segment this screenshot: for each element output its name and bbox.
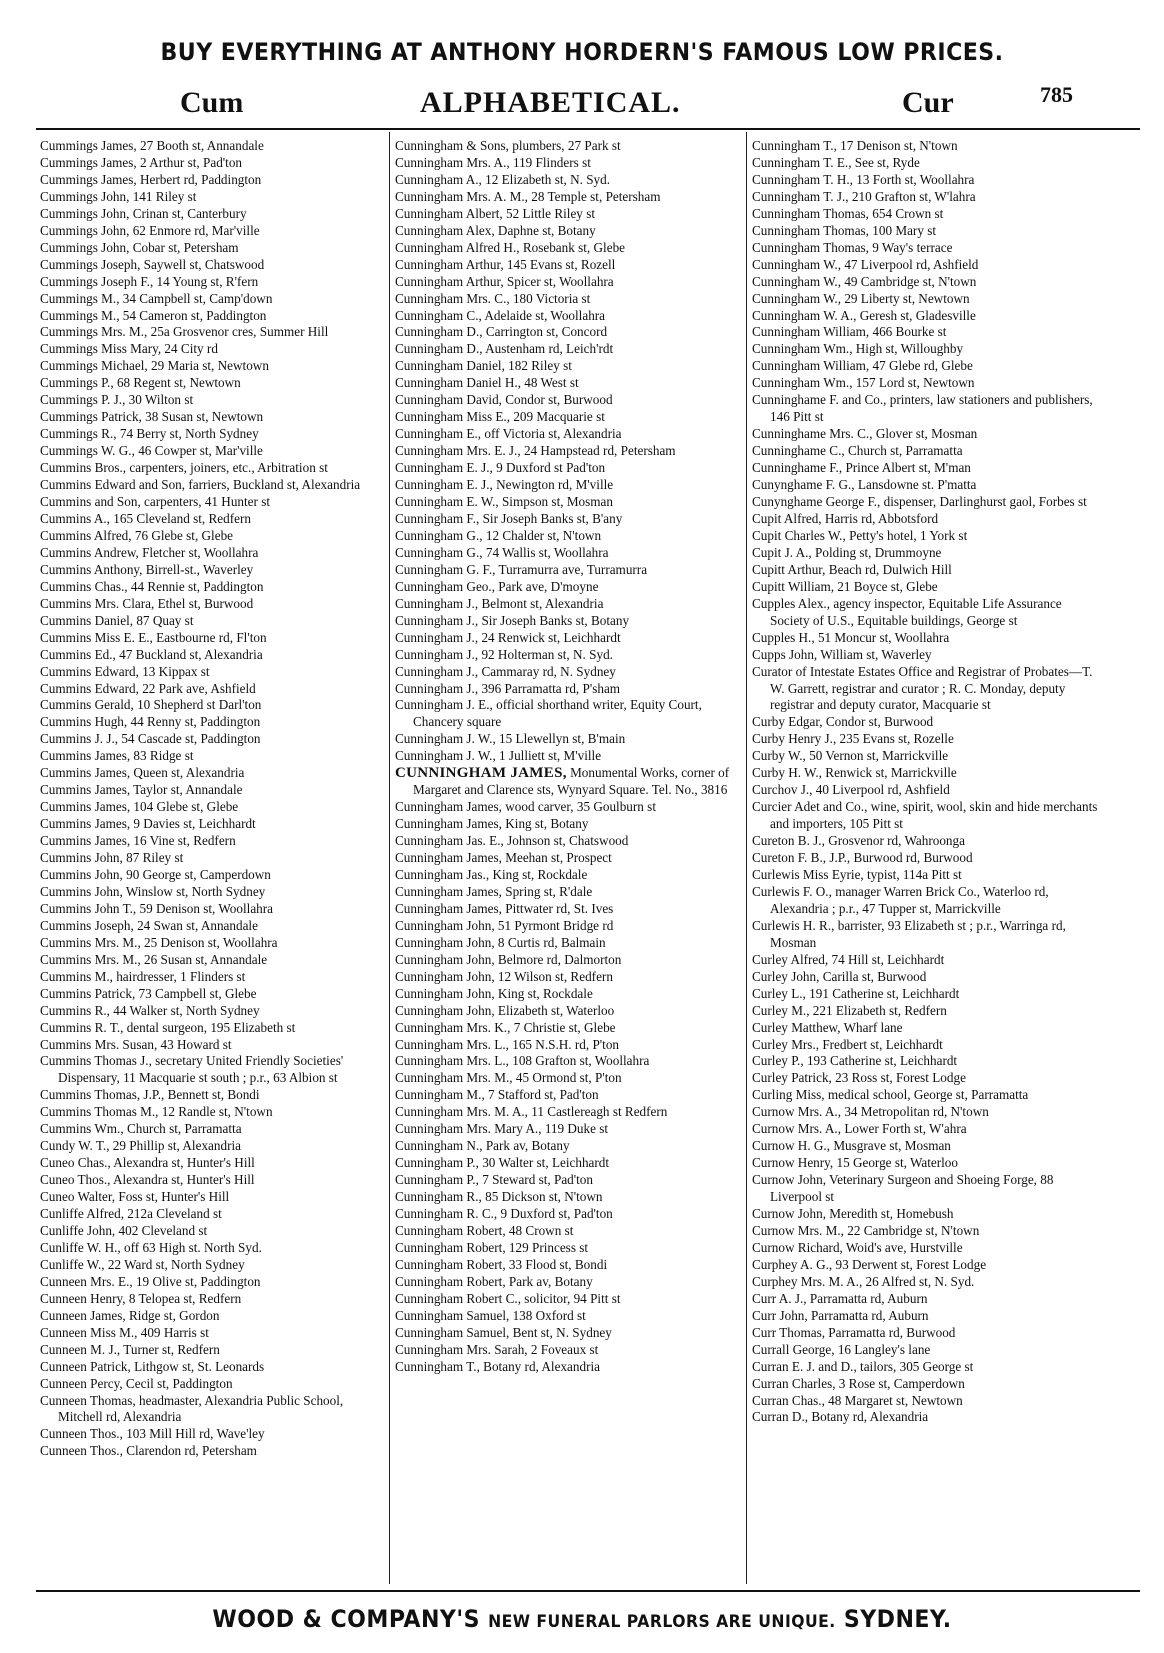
directory-entry: Cunliffe W., 22 Ward st, North Sydney	[40, 1256, 245, 1272]
directory-entry: Cunliffe John, 402 Cleveland st	[40, 1223, 208, 1238]
directory-entry: Cunningham J., 396 Parramatta rd, P'sham	[395, 680, 621, 696]
directory-entry: Cunningham J. W., 1 Julliett st, M'ville	[395, 748, 602, 764]
directory-entry: CUNNINGHAM JAMES, Monumental Works, corner of Margaret and Clarence sts, Wynyard Square. Tel. No., 3816	[395, 765, 730, 798]
directory-entry: Cummins Hugh, 44 Renny st, Paddington	[40, 714, 261, 730]
directory-entry: Cummins Patrick, 73 Campbell st, Glebe	[40, 985, 257, 1001]
directory-entry: Cunningham Arthur, 145 Evans st, Rozell	[395, 256, 616, 272]
directory-entry: Cummins John, 87 Riley st	[40, 850, 184, 866]
directory-entry: Curran E. J. and D., tailors, 305 George st	[752, 1358, 974, 1374]
directory-entry: Cummings Joseph, Saywell st, Chatswood	[40, 256, 265, 272]
directory-entry: Cunningham John, Belmore rd, Dalmorton	[395, 951, 622, 967]
page-header	[0, 76, 1164, 122]
directory-entry: Cunningham Alfred H., Rosebank st, Glebe	[395, 239, 626, 255]
directory-entry: Cuneo Chas., Alexandra st, Hunter's Hill	[40, 1155, 255, 1171]
directory-entry: Cummins Anthony, Birrell-st., Waverley	[40, 561, 254, 577]
directory-entry: Cunningham M., 7 Stafford st, Pad'ton	[395, 1087, 599, 1103]
directory-entry: Cummins Thomas M., 12 Randle st, N'town	[40, 1104, 273, 1120]
directory-entry: Cunningham P., 7 Steward st, Pad'ton	[395, 1172, 593, 1188]
page-number: 785	[1040, 82, 1073, 107]
directory-entry: Curling Miss, medical school, George st, Parramatta	[752, 1087, 1029, 1103]
directory-entry: Cunningham J., Belmont st, Alexandria	[395, 595, 604, 611]
directory-entry: Cunningham Mrs. L., 165 N.S.H. rd, P'ton	[395, 1036, 620, 1052]
directory-entry: Cunningham John, 8 Curtis rd, Balmain	[395, 934, 606, 950]
directory-entry: Cummins John, Winslow st, North Sydney	[40, 883, 266, 899]
directory-entry: Cunningham James, Pittwater rd, St. Ives	[395, 900, 614, 916]
directory-entry: Cunningham James, Spring st, R'dale	[395, 883, 593, 899]
directory-entry: Cunningham Miss E., 209 Macquarie st	[395, 409, 605, 425]
directory-entry: Cunningham Mrs. K., 7 Christie st, Glebe	[395, 1019, 616, 1035]
directory-entry: Curley Mrs., Fredbert st, Leichhardt	[752, 1036, 943, 1052]
directory-entry: Cunningham D., Carrington st, Concord	[395, 324, 608, 340]
directory-entry: Cunningham N., Park av, Botany	[395, 1138, 570, 1154]
directory-entry: Cunningham J., Sir Joseph Banks st, Botany	[395, 612, 630, 628]
directory-entry: Cuneo Thos., Alexandra st, Hunter's Hill	[40, 1172, 255, 1188]
directory-entry: Cupit Charles W., Petty's hotel, 1 York st	[752, 527, 968, 543]
directory-entry: Cummings P. J., 30 Wilton st	[40, 392, 194, 408]
directory-entry: Cummings James, 27 Booth st, Annandale	[40, 138, 264, 153]
directory-entry: Curnow Mrs. A., 34 Metropolitan rd, N'town	[752, 1104, 989, 1120]
directory-entry: Cunningham J. E., official shorthand writer, Equity Court, Chancery square	[395, 697, 702, 730]
directory-entry: Cunningham Thomas, 100 Mary st	[752, 222, 937, 238]
directory-entry: Cummins Miss E. E., Eastbourne rd, Fl'ton	[40, 629, 267, 645]
directory-entry: Cunningham Mrs. M. A., 11 Castlereagh st Redfern	[395, 1104, 668, 1120]
directory-column-3	[752, 138, 1100, 1426]
directory-entry: Cummins Andrew, Fletcher st, Woollahra	[40, 544, 259, 560]
directory-entry: Curley Patrick, 23 Ross st, Forest Lodge	[752, 1070, 966, 1086]
directory-entry: Cummins J. J., 54 Cascade st, Paddington	[40, 731, 261, 747]
advert-slogan: NEW FUNERAL PARLORS ARE UNIQUE.	[488, 1612, 836, 1632]
directory-entry: Cunninghame F., Prince Albert st, M'man	[752, 460, 971, 476]
directory-entry: Cummins Edward and Son, farriers, Buckland st, Alexandria	[40, 477, 361, 493]
directory-entry: Cupit J. A., Polding st, Drummoyne	[752, 544, 942, 560]
directory-entry: Cunningham Daniel, 182 Riley st	[395, 358, 572, 374]
directory-entry: Cummins Thomas, J.P., Bennett st, Bondi	[40, 1087, 260, 1103]
directory-entry: Curr Thomas, Parramatta rd, Burwood	[752, 1324, 956, 1340]
advert-city: SYDNEY.	[843, 1605, 952, 1633]
directory-entry: Cunningham C., Adelaide st, Woollahra	[395, 307, 606, 323]
directory-entry: Cupitt Arthur, Beach rd, Dulwich Hill	[752, 561, 952, 577]
directory-column-1	[40, 138, 386, 1460]
directory-entry: Cunninghame Mrs. C., Glover st, Mosman	[752, 426, 978, 442]
directory-entry: Cunningham T., 17 Denison st, N'town	[752, 138, 958, 153]
directory-entry: Cummins Mrs. Clara, Ethel st, Burwood	[40, 595, 254, 611]
directory-entry: Cunningham J., Cammaray rd, N. Sydney	[395, 663, 616, 679]
directory-entry: Cunninghame F. and Co., printers, law stationers and publishers, 146 Pitt st	[752, 392, 1093, 425]
directory-entry: Cummins Joseph, 24 Swan st, Annandale	[40, 917, 258, 933]
directory-entry: Cunneen Percy, Cecil st, Paddington	[40, 1375, 233, 1391]
directory-entry: Cunneen Mrs. E., 19 Olive st, Paddington	[40, 1273, 261, 1289]
directory-entry: Cunningham William, 466 Bourke st	[752, 324, 947, 340]
directory-entry: Cummins Bros., carpenters, joiners, etc., Arbitration st	[40, 460, 328, 476]
column-divider-2	[746, 132, 747, 1584]
directory-entry: Cummings John, Crinan st, Canterbury	[40, 205, 247, 221]
directory-entry: Cunningham Mrs. A., 119 Flinders st	[395, 154, 591, 170]
top-advert-banner: BUY EVERYTHING AT ANTHONY HORDERN'S FAMOUS LOW PRICES.	[160, 38, 1004, 66]
directory-entry: Cummings Miss Mary, 24 City rd	[40, 341, 218, 357]
directory-entry: Cunningham William, 47 Glebe rd, Glebe	[752, 358, 973, 374]
directory-entry: Cunningham T., Botany rd, Alexandria	[395, 1358, 600, 1374]
directory-entry: Curley P., 193 Catherine st, Leichhardt	[752, 1053, 958, 1069]
directory-entry: Curran D., Botany rd, Alexandria	[752, 1409, 929, 1425]
directory-entry: Cummins and Son, carpenters, 41 Hunter st	[40, 494, 271, 510]
directory-entry: Curran Charles, 3 Rose st, Camperdown	[752, 1375, 965, 1391]
directory-entry: Cunneen Henry, 8 Telopea st, Redfern	[40, 1290, 242, 1306]
directory-entry: Cunliffe W. H., off 63 High st. North Syd.	[40, 1239, 262, 1255]
directory-entry: Curnow John, Meredith st, Homebush	[752, 1206, 954, 1222]
directory-entry: Cummins James, 104 Glebe st, Glebe	[40, 799, 239, 815]
directory-entry: Cunninghame C., Church st, Parramatta	[752, 443, 963, 459]
directory-entry: Cureton F. B., J.P., Burwood rd, Burwood	[752, 850, 973, 866]
directory-entry: Cummins Ed., 47 Buckland st, Alexandria	[40, 646, 263, 662]
directory-entry: Curr John, Parramatta rd, Auburn	[752, 1307, 929, 1323]
directory-entry: Cunningham John, King st, Rockdale	[395, 985, 593, 1001]
directory-entry: Cummins Edward, 13 Kippax st	[40, 663, 210, 679]
directory-entry: Curlewis H. R., barrister, 93 Elizabeth st ; p.r., Warringa rd, Mosman	[752, 917, 1066, 950]
directory-entry: Cunningham James, Meehan st, Prospect	[395, 850, 612, 866]
directory-entry: Cunningham Jas. E., Johnson st, Chatswood	[395, 833, 629, 849]
directory-entry: Curby W., 50 Vernon st, Marrickville	[752, 748, 949, 764]
directory-entry: Cunneen Miss M., 409 Harris st	[40, 1324, 209, 1340]
directory-entry: Cunningham G., 74 Wallis st, Woollahra	[395, 544, 609, 560]
directory-entry: Cunneen James, Ridge st, Gordon	[40, 1307, 220, 1323]
directory-entry: Cupples Alex., agency inspector, Equitable Life Assurance Society of U.S., Equitable buildings, George st	[752, 595, 1062, 628]
directory-entry: Cummings M., 34 Campbell st, Camp'down	[40, 290, 273, 306]
directory-entry: Cummins John T., 59 Denison st, Woollahra	[40, 900, 274, 916]
directory-entry: Cunningham P., 30 Walter st, Leichhardt	[395, 1155, 610, 1171]
directory-entry: Cunningham W., 29 Liberty st, Newtown	[752, 290, 970, 306]
directory-entry: Cunningham Arthur, Spicer st, Woollahra	[395, 273, 614, 289]
directory-entry: Cunningham Mrs. L., 108 Grafton st, Woollahra	[395, 1053, 650, 1069]
directory-entry: Cunningham John, 51 Pyrmont Bridge rd	[395, 917, 614, 933]
directory-entry: Cummins Daniel, 87 Quay st	[40, 612, 194, 628]
directory-entry: Cunningham Mrs. Mary A., 119 Duke st	[395, 1121, 609, 1137]
directory-entry: Cummins John, 90 George st, Camperdown	[40, 866, 271, 882]
directory-entry: Curby H. W., Renwick st, Marrickville	[752, 765, 957, 781]
directory-entry: Cummings John, 141 Riley st	[40, 188, 197, 204]
footer-rule	[36, 1590, 1140, 1592]
directory-entry: Cureton B. J., Grosvenor rd, Wahroonga	[752, 833, 965, 849]
directory-entry: Cupps John, William st, Waverley	[752, 646, 932, 662]
directory-entry: Curphey A. G., 93 Derwent st, Forest Lodge	[752, 1256, 987, 1272]
directory-entry: Cundy W. T., 29 Phillip st, Alexandria	[40, 1138, 241, 1154]
header-range-start: Cum	[180, 86, 244, 119]
directory-entry: Cummins R., 44 Walker st, North Sydney	[40, 1002, 260, 1018]
directory-entry: Cummins Thomas J., secretary United Friendly Societies' Dispensary, 11 Macquarie st south ; p.r., 63 Albion st	[40, 1053, 344, 1086]
directory-entry: Cummins R. T., dental surgeon, 195 Elizabeth st	[40, 1019, 296, 1035]
directory-entry: Cummings R., 74 Berry st, North Sydney	[40, 426, 259, 442]
directory-entry: Cunningham Daniel H., 48 West st	[395, 375, 579, 391]
directory-entry: Cunningham & Sons, plumbers, 27 Park st	[395, 138, 621, 153]
directory-entry: Cunningham G. F., Turramurra ave, Turramurra	[395, 561, 648, 577]
directory-entry: Cummins Chas., 44 Rennie st, Paddington	[40, 578, 264, 594]
directory-entry: Curley Matthew, Wharf lane	[752, 1019, 903, 1035]
header-rule	[36, 128, 1140, 130]
directory-entry: Cummins James, Taylor st, Annandale	[40, 782, 243, 798]
directory-entry: Cunningham W., 47 Liverpool rd, Ashfield	[752, 256, 979, 272]
directory-entry: Cummins M., hairdresser, 1 Flinders st	[40, 968, 246, 984]
directory-entry: Curnow John, Veterinary Surgeon and Shoeing Forge, 88 Liverpool st	[752, 1172, 1054, 1205]
directory-entry: Curnow Mrs. M., 22 Cambridge st, N'town	[752, 1223, 980, 1238]
directory-entry: Cunningham D., Austenham rd, Leich'rdt	[395, 341, 614, 357]
directory-entry: Cunningham T. E., See st, Ryde	[752, 154, 920, 170]
directory-entry: Cunningham Wm., 157 Lord st, Newtown	[752, 375, 975, 391]
directory-entry: Cupitt William, 21 Boyce st, Glebe	[752, 578, 938, 594]
directory-entry: Curr A. J., Parramatta rd, Auburn	[752, 1290, 928, 1306]
directory-entry: Cunningham E., off Victoria st, Alexandria	[395, 426, 622, 442]
directory-entry: Cunningham T. J., 210 Grafton st, W'lahra	[752, 188, 976, 204]
directory-entry: Currall George, 16 Langley's lane	[752, 1341, 931, 1357]
directory-entry: Cummins James, 9 Davies st, Leichhardt	[40, 816, 256, 832]
header-range-end: Cur	[902, 86, 954, 119]
directory-entry: Cunningham Mrs. A. M., 28 Temple st, Petersham	[395, 188, 661, 204]
directory-entry: Curby Edgar, Condor st, Burwood	[752, 714, 934, 730]
column-divider-1	[389, 132, 390, 1584]
directory-entry: Cunningham E. W., Simpson st, Mosman	[395, 494, 613, 510]
directory-entry: Cunningham John, 12 Wilson st, Redfern	[395, 968, 613, 984]
directory-entry: Cunningham Mrs. C., 180 Victoria st	[395, 290, 591, 306]
directory-entry: Cummings John, Cobar st, Petersham	[40, 239, 239, 255]
directory-entry: Cunneen Thomas, headmaster, Alexandria Public School, Mitchell rd, Alexandria	[40, 1392, 344, 1425]
directory-entry: Cunningham Thomas, 654 Crown st	[752, 205, 944, 221]
directory-entry: Cummings Mrs. M., 25a Grosvenor cres, Summer Hill	[40, 324, 329, 340]
directory-entry: Cupples H., 51 Moncur st, Woollahra	[752, 629, 950, 645]
directory-entry: Cummins Mrs. M., 25 Denison st, Woollahra	[40, 934, 278, 950]
directory-entry: Curley Alfred, 74 Hill st, Leichhardt	[752, 951, 945, 967]
directory-entry: Cunynghame F. G., Lansdowne st. P'matta	[752, 477, 977, 493]
directory-entry: Cunningham Mrs. M., 45 Ormond st, P'ton	[395, 1070, 622, 1086]
directory-entry: Curnow Henry, 15 George st, Waterloo	[752, 1155, 958, 1171]
directory-entry: Cummins James, Queen st, Alexandria	[40, 765, 245, 781]
directory-entry: Cunneen Thos., 103 Mill Hill rd, Wave'ley	[40, 1426, 265, 1442]
advert-company: WOOD & COMPANY'S	[212, 1605, 480, 1633]
directory-entry: Curlewis F. O., manager Warren Brick Co., Waterloo rd, Alexandria ; p.r., 47 Tupper st, Marrickville	[752, 883, 1049, 916]
directory-entry: Cummins James, 83 Ridge st	[40, 748, 194, 764]
directory-entry: Curlewis Miss Eyrie, typist, 114a Pitt st	[752, 866, 962, 882]
directory-entry: Cunningham Mrs. E. J., 24 Hampstead rd, Petersham	[395, 443, 676, 459]
directory-entry: Cummings Patrick, 38 Susan st, Newtown	[40, 409, 264, 425]
directory-entry: Curator of Intestate Estates Office and Registrar of Probates—T. W. Garrett, registrar and curator ; R. C. Monday, deputy registrar and deputy curator, Macquarie st	[752, 663, 1093, 713]
directory-entry: Cunningham Alex, Daphne st, Botany	[395, 222, 596, 238]
directory-entry: Cunningham Samuel, Bent st, N. Sydney	[395, 1324, 612, 1340]
directory-entry: Cunningham W. A., Geresh st, Gladesville	[752, 307, 976, 323]
directory-entry: Cunningham F., Sir Joseph Banks st, B'any	[395, 510, 623, 526]
directory-entry: Cunningham Thomas, 9 Way's terrace	[752, 239, 953, 255]
directory-entry: Cunningham J., 92 Holterman st, N. Syd.	[395, 646, 613, 662]
directory-entry: Cunningham T. H., 13 Forth st, Woollahra	[752, 171, 975, 187]
directory-entry: Cummings James, 2 Arthur st, Pad'ton	[40, 154, 243, 170]
directory-entry: Cunneen M. J., Turner st, Redfern	[40, 1341, 220, 1357]
directory-entry: Cunningham R. C., 9 Duxford st, Pad'ton	[395, 1206, 613, 1222]
header-title: ALPHABETICAL.	[420, 86, 681, 119]
directory-entry: Cummings P., 68 Regent st, Newtown	[40, 375, 241, 391]
directory-entry: Cunneen Thos., Clarendon rd, Petersham	[40, 1443, 257, 1459]
directory-entry: Cunningham Wm., High st, Willoughby	[752, 341, 964, 357]
directory-entry: Cummins Mrs. M., 26 Susan st, Annandale	[40, 951, 268, 967]
directory-entry: Cunningham Geo., Park ave, D'moyne	[395, 578, 599, 594]
directory-entry: Cunynghame George F., dispenser, Darlinghurst gaol, Forbes st	[752, 494, 1087, 510]
directory-entry: Curnow H. G., Musgrave st, Mosman	[752, 1138, 951, 1154]
directory-entry: Cummings James, Herbert rd, Paddington	[40, 171, 262, 187]
directory-entry: Cummins Mrs. Susan, 43 Howard st	[40, 1036, 232, 1052]
directory-entry: Curnow Mrs. A., Lower Forth st, W'ahra	[752, 1121, 967, 1137]
directory-entry: Cunningham Albert, 52 Little Riley st	[395, 205, 595, 221]
directory-entry: Cunningham G., 12 Chalder st, N'town	[395, 527, 602, 543]
directory-entry: Curran Chas., 48 Margaret st, Newtown	[752, 1392, 963, 1408]
directory-entry: Cunningham Robert, 48 Crown st	[395, 1223, 574, 1238]
directory-entry: Curby Henry J., 235 Evans st, Rozelle	[752, 731, 954, 747]
directory-entry: Cummings W. G., 46 Cowper st, Mar'ville	[40, 443, 263, 459]
directory-entry: Cummings M., 54 Cameron st, Paddington	[40, 307, 267, 323]
directory-entry: Cunningham James, wood carver, 35 Goulburn st	[395, 799, 656, 815]
directory-entry: Cummins Alfred, 76 Glebe st, Glebe	[40, 527, 234, 543]
directory-entry: Cunningham James, King st, Botany	[395, 816, 589, 832]
directory-entry: Curley M., 221 Elizabeth st, Redfern	[752, 1002, 947, 1018]
directory-entry: Cummins Wm., Church st, Parramatta	[40, 1121, 242, 1137]
directory-entry: Cunningham Robert C., solicitor, 94 Pitt st	[395, 1290, 621, 1306]
directory-entry: Cunningham John, Elizabeth st, Waterloo	[395, 1002, 615, 1018]
directory-entry: Cunningham Robert, 33 Flood st, Bondi	[395, 1256, 608, 1272]
directory-entry: Cummins Gerald, 10 Shepherd st Darl'ton	[40, 697, 262, 713]
directory-entry: Cunningham E. J., Newington rd, M'ville	[395, 477, 614, 493]
directory-entry: Cunningham W., 49 Cambridge st, N'town	[752, 273, 977, 289]
directory-entry: Cunningham Mrs. Sarah, 2 Foveaux st	[395, 1341, 599, 1357]
directory-entry: Curnow Richard, Woid's ave, Hurstville	[752, 1239, 963, 1255]
directory-entry: Cummings John, 62 Enmore rd, Mar'ville	[40, 222, 260, 238]
directory-entry: Cunningham A., 12 Elizabeth st, N. Syd.	[395, 171, 611, 187]
directory-entry: Cummins James, 16 Vine st, Redfern	[40, 833, 236, 849]
directory-entry: Cunningham David, Condor st, Burwood	[395, 392, 613, 408]
directory-entry: Cummins Edward, 22 Park ave, Ashfield	[40, 680, 256, 696]
directory-entry: Cuneo Walter, Foss st, Hunter's Hill	[40, 1189, 230, 1205]
directory-entry: Cunningham R., 85 Dickson st, N'town	[395, 1189, 603, 1205]
bottom-advert-banner	[47, 1605, 1118, 1633]
directory-column-2	[395, 138, 743, 1376]
directory-entry: Cunningham J., 24 Renwick st, Leichhardt	[395, 629, 621, 645]
directory-entry: Cunningham Samuel, 138 Oxford st	[395, 1307, 586, 1323]
directory-entry: Curcier Adet and Co., wine, spirit, wool, skin and hide merchants and importers, 105 Pitt st	[752, 799, 1098, 832]
directory-entry: Cummings Joseph F., 14 Young st, R'fern	[40, 273, 259, 289]
directory-entry: Cunningham Jas., King st, Rockdale	[395, 866, 588, 882]
directory-entry: Cupit Alfred, Harris rd, Abbotsford	[752, 510, 939, 526]
directory-entry: Cummins A., 165 Cleveland st, Redfern	[40, 510, 251, 526]
directory-entry: Cunningham J. W., 15 Llewellyn st, B'main	[395, 731, 626, 747]
directory-entry: Cummings Michael, 29 Maria st, Newtown	[40, 358, 269, 374]
directory-entry: Curphey Mrs. M. A., 26 Alfred st, N. Syd.	[752, 1273, 975, 1289]
directory-entry: Curchov J., 40 Liverpool rd, Ashfield	[752, 782, 950, 798]
directory-entry: Cunningham E. J., 9 Duxford st Pad'ton	[395, 460, 606, 476]
directory-entry: Curley L., 191 Catherine st, Leichhardt	[752, 985, 960, 1001]
directory-entry: Cunningham Robert, Park av, Botany	[395, 1273, 593, 1289]
directory-entry: Cunliffe Alfred, 212a Cleveland st	[40, 1206, 222, 1222]
directory-entry: Curley John, Carilla st, Burwood	[752, 968, 927, 984]
directory-entry: Cunneen Patrick, Lithgow st, St. Leonards	[40, 1358, 265, 1374]
directory-entry: Cunningham Robert, 129 Princess st	[395, 1239, 589, 1255]
